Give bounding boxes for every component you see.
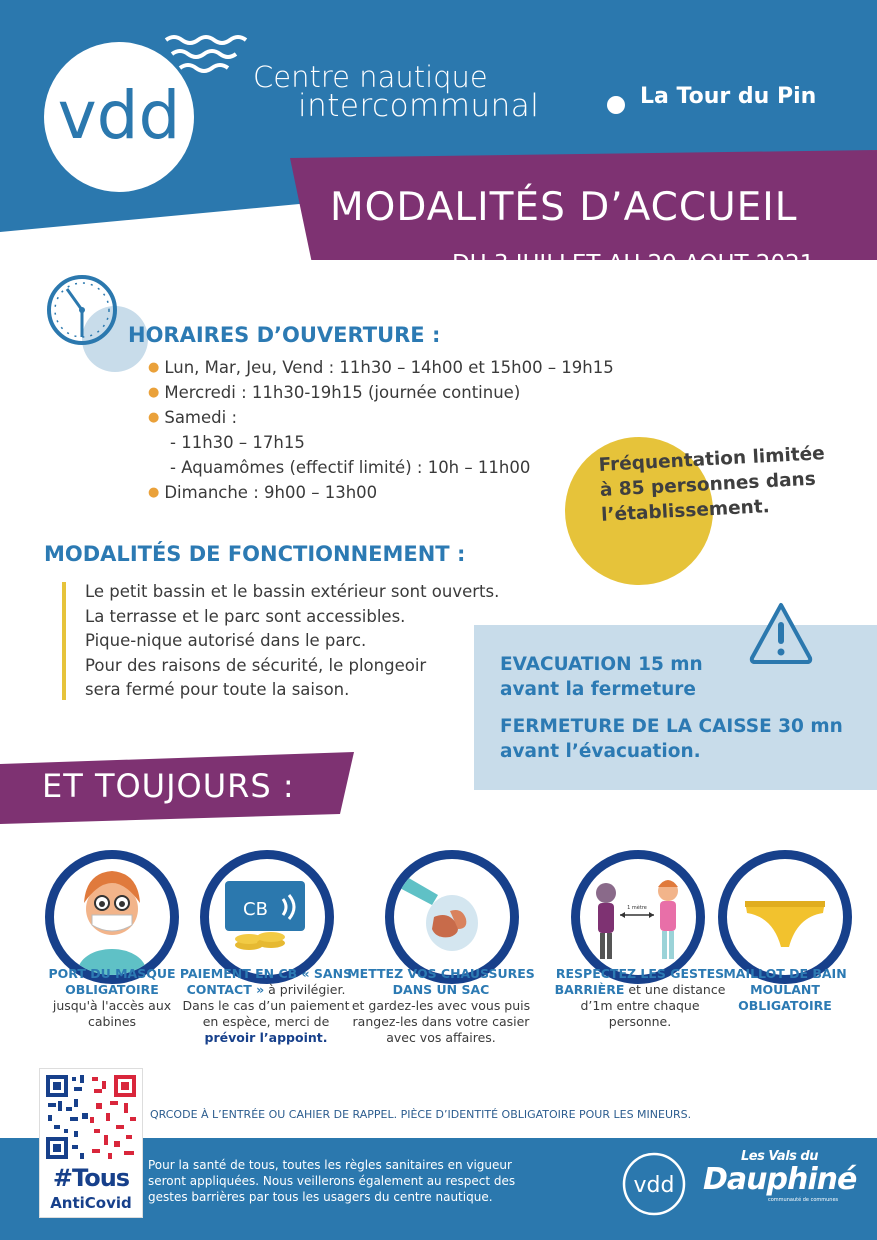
header-title-line1: Centre nautique — [253, 60, 488, 94]
town-name: La Tour du Pin — [640, 84, 817, 109]
capacity-notice: Fréquentation limitée à 85 personnes dans l’établissement. — [598, 443, 826, 526]
page-title: MODALITÉS D’ACCUEIL — [330, 185, 798, 230]
svg-text:vdd: vdd — [633, 1173, 675, 1198]
hours-item: ● Lun, Mar, Jeu, Vend : 11h30 – 14h00 et 15h00 – 19h15 — [148, 355, 614, 380]
brand-name: Dauphiné — [703, 1162, 857, 1197]
shoes-bag-rule-icon — [385, 850, 519, 984]
tousanticovid-tag: #Tous — [52, 1164, 130, 1192]
hours-title: HORAIRES D’OUVERTURE : — [128, 323, 441, 347]
swimsuit-rule-text: MAILLOT DE BAIN MOULANT OBLIGATOIRE — [723, 966, 847, 1013]
bullet-icon: ● — [148, 360, 160, 375]
header-title-line2: intercommunal — [298, 88, 540, 124]
separator-dot — [607, 96, 625, 114]
footer-text: Pour la santé de tous, toutes les règles sanitaires en vigueur seront appliquées. Nous veillerons également au respect des gestes barrières par tous les usagers du centre nautique. — [148, 1158, 516, 1204]
mask-rule-text: PORT DU MASQUE OBLIGATOIRE jusqu'à l'accès aux cabines — [48, 966, 176, 1029]
functioning-title: MODALITÉS DE FONCTIONNEMENT : — [44, 542, 466, 566]
hours-item: ● Dimanche : 9h00 – 13h00 — [148, 480, 614, 505]
svg-text:CB: CB — [243, 899, 268, 920]
brand-line1: Les Vals du — [741, 1149, 818, 1164]
tousanticovid-label: AntiCovid — [50, 1194, 132, 1212]
functioning-accent-bar — [62, 582, 66, 700]
bullet-icon: ● — [148, 485, 160, 500]
distance-rule-icon — [571, 850, 705, 984]
hours-item: ● Samedi : — [148, 405, 614, 430]
distance-rule-text: RESPECTEZ LES GESTES BARRIÈRE et une distance d’1m entre chaque personne. — [554, 966, 726, 1029]
evacuation-text: EVACUATION 15 mn avant la fermeture FERMETURE DE LA CAISSE 30 mn avant l’évacuation. — [500, 654, 843, 762]
hours-subitem: - 11h30 – 17h15 — [170, 433, 305, 452]
bullet-icon: ● — [148, 385, 160, 400]
qr-caption: QRCODE À L’ENTRÉE OU CAHIER DE RAPPEL. PIÈCE D’IDENTITÉ OBLIGATOIRE POUR LES MINEURS. — [150, 1108, 692, 1121]
bullet-icon: ● — [148, 410, 160, 425]
hours-subitem: - Aquamômes (effectif limité) : 10h – 11h00 — [170, 458, 531, 477]
brand-subtitle: communauté de communes — [768, 1197, 839, 1203]
qr-code-icon[interactable] — [44, 1073, 138, 1161]
functioning-text: Le petit bassin et le bassin extérieur sont ouverts. La terrasse et le parc sont accessibles. Pique-nique autorisé dans le parc. Pour des raisons de sécurité, le plongeoir sera fermé pour toute la saison. — [85, 582, 500, 699]
swimsuit-rule-icon — [718, 850, 852, 984]
mask-rule-icon — [45, 850, 179, 984]
svg-text:1 mètre: 1 mètre — [627, 905, 647, 911]
waves-icon — [162, 32, 252, 82]
hours-list — [148, 355, 614, 505]
hours-item: ● Mercredi : 11h30-19h15 (journée continue) — [148, 380, 614, 405]
card-payment-rule-icon — [200, 850, 334, 984]
clock-icon — [45, 273, 119, 347]
card-payment-rule-text: PAIEMENT EN CB « SANS CONTACT » à privilégier. Dans le cas d’un paiement en espèce, merci de prévoir l’appoint. — [179, 966, 353, 1045]
date-range: DU 3 JUILLET AU 29 AOUT 2021 — [452, 251, 815, 277]
toujours-title: ET TOUJOURS : — [42, 767, 295, 805]
logo-text: vdd — [57, 77, 181, 154]
shoes-bag-rule-text: METTEZ VOS CHAUSSURES DANS UN SAC et gardez-les avec vous puis rangez-les dans votre casier avec vos affaires. — [347, 966, 535, 1045]
vdd-footer-logo-icon — [622, 1152, 686, 1216]
